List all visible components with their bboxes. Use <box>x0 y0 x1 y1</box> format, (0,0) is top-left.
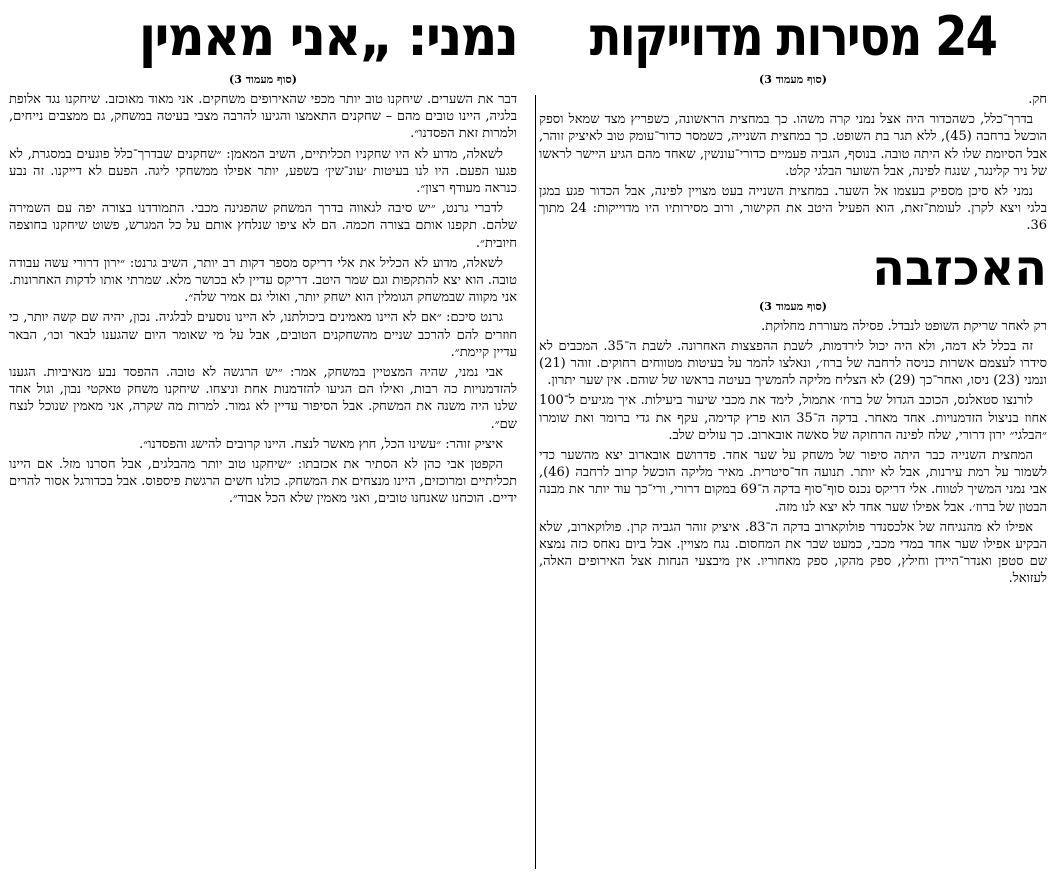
article-paragraph: דבר את השערים. שיחקנו טוב יותר מכפי שהאירופים משחקים. אני מאוד מאוכזב. שיחקנו נגד אלופת בלגיה, היינו טובים מהם – שחקנים התאמצו והגיעו להרבה מצבי בעיטה במשחק, גם ממצבים נייחים, ולמרות זאת הפסדנו״. <box>9 92 517 142</box>
article-paragraph: המחצית השנייה כבר היתה סיפור של משחק על שער אחד. פדרושם אובארוב יצא מהשער כדי לשמור על רמת עירנות, אבל לא יותר. תנועה חד־סיטרית. מאיר מליקה הוכשל קרוב לרחבה (46), אבי נמני המשיך לטווח. אלי דריקס נכנס סוף־סוף בדקה ה־69 במקום דרורי, ורי־כך עוד יותר את מבנה הבטון של ברוז׳. אבל אפילו שער אחד לא יצא לנו מזה. <box>539 448 1047 515</box>
article-paragraph: אפילו לא מהנגיחה של אלכסנדר פולוקארוב בדקה ה־83. איציק זוהר הגביה קרן. פולוקארוב, שלא הבקיע אפילו שער אחד במדי מכבי, כמעט שבר את המחסום. נגח מצויין. אבל ביום נאחס כזה נמצא שם סטפן ואנדר־היידן וחילץ, ספק מהקו, ספק מאחוריו. אין מיבצעי הנחות אצל האירופים האלה, לעזואל. <box>539 519 1047 587</box>
article-paragraph: נמני לא סיכן מספיק בעצמו אל השער. במחצית השנייה בעט מצויין לפינה, אבל הכדור פגע במגן בלגי ויצא לקרן. לעומת־זאת, הוא הפעיל היטב את הקישור, ורוב מסירותיו היו מדוייקות: 24 מתוך 36. <box>539 184 1047 234</box>
article-paragraph: איציק זוהר: ״עשינו הכל, חוץ מאשר לנצח. היינו קרובים להישג והפסדנו״. <box>139 436 503 452</box>
article-paragraph: לשאלה, מדוע לא היו שחקניו תכליתיים, השיב המאמן: ״שחקנים שבדרך־כלל פוגעים במסגרת, לא פגעו הפעם. היו לנו בעיטות ׳עונ־שין׳ בשפע, יותר אפילו ממשחקי ליגה. הפעם לא דייקנו. זה נבע כנראה מעודף רצון״. <box>9 146 517 197</box>
article-paragraph: רק לאחר שריקת השופט לנבדל. פסילה מעוררת מחלוקת. <box>761 318 1047 334</box>
continuation-note: (סוף מעמוד 3) <box>759 299 827 313</box>
article-paragraph: חק. <box>1028 92 1047 107</box>
article-paragraph: לשאלה, מדוע לא הכליל את אלי דריקס מספר דקות רב יותר, השיב גרנט: ״ירון דרורי עשה עבודה טובה. הוא יצא להתקפות וגם שמר היטב. דריקס עדיין לא בכושר מלא. שמרתי אותו לדקות האחרונות. אני מקווה שבמשחק הגומלין הוא ישחק יותר, ואולי גם אמיר שלה״. <box>9 255 517 306</box>
headline-disappointment: האכזבה <box>872 238 1047 297</box>
headline-accurate-passes: 24 מסירות מדוייקות <box>589 6 997 68</box>
article-paragraph: אבי נמני, שהיה המצטיין במשחק, אמר: ״יש הרגשה לא טובה. ההפסד נבע מנאיביות. הגענו להזדמנויות כה רבות, ואילו הם הגיעו להזדמנות אחת וניצחו. שיחקנו משחק טאקטי נבון, וגול אחד שלנו היה משנה את המשחק. אבל הסיפור עדיין לא גמור. למרות מה שקרה, אני מאמין שנוכל לנצח שם״. <box>9 365 517 432</box>
article-right-column <box>539 6 1047 870</box>
article-paragraph: זה בכלל לא דמה, ולא היה יכול לירדמות, לשבת ההפצצות האחרונה. לשבת ה־35. המכבים לא סידרו לעצמם אשרות כניסה לרחבה של ברוז׳, ונאלצו להמר על בעיטות מטווחים רחוקים. זוהר (21) ונמני (23) ניסו, ואחר־כך (29) לא הצליח מליקה להמשיך בעיטה בראשו של שוהם. אין שער יתרון. <box>539 338 1047 389</box>
column-divider <box>535 95 536 869</box>
headline-i-believe: נמני: „אני מאמין <box>138 6 517 68</box>
article-paragraph: גרנט סיכם: ״אם לא היינו מאמינים ביכולתנו, לא היינו נוסעים לבלגיה. נכון, יהיה שם קשה יותר, כי חוזרים להם להרכב שניים מהשחקנים הטובים, אבל על מי שאומר היום שהגענו לבאר וכו׳, הבאר עדיין קיימת״. <box>9 310 517 360</box>
article-left-column <box>9 6 517 870</box>
article-paragraph: הקפטן אבי כהן לא הסתיר את אכזבתו: ״שיחקנו טוב יותר מהבלגים, אבל חסרנו מזל. אם היינו תכליתיים ומרוכזים, היינו מנצחים את המשחק. כולנו חשים הרגשת פיספוס. אבל בכדורגל אסור להרים ידיים. הוכחנו שאנחנו טובים, ואני מאמין שלא הכל אבוד״. <box>9 457 517 507</box>
continuation-note: (סוף מעמוד 3) <box>759 73 827 86</box>
article-paragraph: לדברי גרנט, ״יש סיבה לגאווה בדרך המשחק שהפגינה מכבי. התמודדנו בצורה יפה עם השמירה שלהם. תקפנו אותם בצורה חכמה. הם לא ציפו שנלחץ אותם על כל המגרש, פשוט שיחקנו בחוצפה חיובית״. <box>9 201 517 251</box>
article-paragraph: בדרך־כלל, כשהכדור היה אצל נמני קרה משהו. כך במחצית הראשונה, כשפריץ מצד שמאל וספק הוכשל ברחבה (45), ללא תגר בת השופט. כך במחצית השנייה, כשמסר כדור־עומק טוב לאיציק זוהר, אבל הסיומת שלו לא היתה טובה. בנוסף, הגביה פעמיים כדורי־עונשין, שאחד מהם הגיע היישר לראשו של ניר קלינגר, שנגח לפינה, אבל השוער הבלגי קלט. <box>539 112 1047 179</box>
continuation-note: (סוף מעמוד 3) <box>229 73 297 86</box>
article-paragraph: לורנצו סטאלנס, הכוכב הגדול של ברוז׳ אתמול, לימד את מכבי שיעור ביעילות. איך מגיעים ל־100 אחוז בניצול הזדמנויות. אחד מאחר. בדקה ה־35 הוא פרץ קדימה, עקף את גדי ברומר ואת שומרו ״הבלגי״ ירון דרורי, שלח לפינה הרחוקה של סאשה אובארוב. כך עולים שלב. <box>539 393 1047 443</box>
